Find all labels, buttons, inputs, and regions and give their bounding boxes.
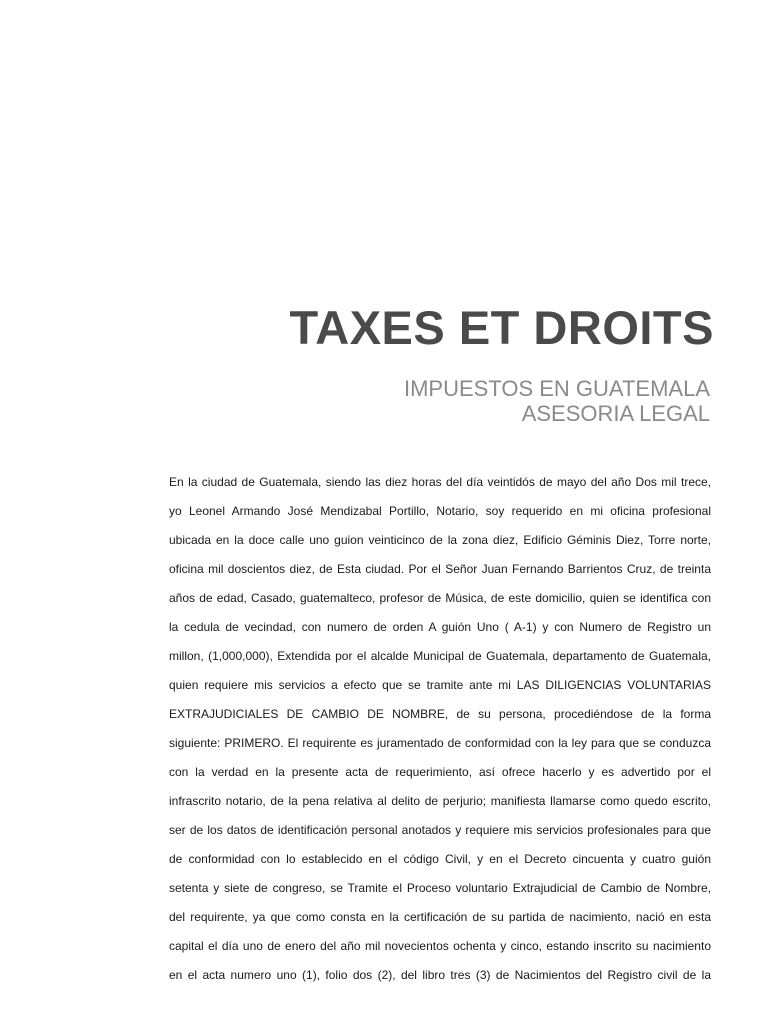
body-line: EXTRAJUDICIALES DE CAMBIO DE NOMBRE, de su persona, procediéndose de la forma — [169, 707, 711, 721]
body-line: con la verdad en la presente acta de requerimiento, así ofrece hacerlo y es advertido por el — [169, 765, 711, 779]
body-line: quien requiere mis servicios a efecto que se tramite ante mi LAS DILIGENCIAS VOLUNTARIAS — [169, 678, 711, 692]
body-line: yo Leonel Armando José Mendizabal Portillo, Notario, soy requerido en mi oficina profesional — [169, 504, 711, 518]
body-line: años de edad, Casado, guatemalteco, profesor de Música, de este domicilio, quien se identifica con — [169, 591, 711, 605]
body-line: infrascrito notario, de la pena relativa al delito de perjurio; manifiesta llamarse como quedo escrito, — [169, 794, 711, 808]
body-line: setenta y siete de congreso, se Tramite el Proceso voluntario Extrajudicial de Cambio de Nombre, — [169, 881, 711, 895]
body-line: de conformidad con lo establecido en el código Civil, y en el Decreto cincuenta y cuatro guión — [169, 852, 711, 866]
subtitle-line-1: IMPUESTOS EN GUATEMALA — [403, 376, 710, 401]
body-line: millon, (1,000,000), Extendida por el alcalde Municipal de Guatemala, departamento de Guatemala, — [169, 649, 711, 663]
body-line: siguiente: PRIMERO. El requirente es juramentado de conformidad con la ley para que se conduzca — [169, 736, 711, 750]
body-line: la cedula de vecindad, con numero de orden A guión Uno ( A-1) y con Numero de Registro un — [169, 620, 711, 634]
body-line: capital el día uno de enero del año mil novecientos ochenta y cinco, estando inscrito su nacimiento — [169, 939, 711, 953]
body-line: en el acta numero uno (1), folio dos (2), del libro tres (3) de Nacimientos del Registro civil de la — [169, 968, 711, 982]
body-line: oficina mil doscientos diez, de Esta ciudad. Por el Señor Juan Fernando Barrientos Cruz, de treinta — [169, 562, 711, 576]
body-paragraph — [169, 468, 711, 990]
subtitle-line-2: ASESORIA LEGAL — [521, 401, 710, 426]
body-line: ubicada en la doce calle uno guion veinticinco de la zona diez, Edificio Géminis Diez, Torre norte, — [169, 533, 711, 547]
document-title: TAXES ET DROITS — [289, 301, 714, 354]
body-line: del requirente, ya que como consta en la certificación de su partida de nacimiento, nació en esta — [169, 910, 711, 924]
body-line: ser de los datos de identificación personal anotados y requiere mis servicios profesionales para que — [169, 823, 711, 837]
document-subtitle — [404, 376, 710, 426]
body-line: En la ciudad de Guatemala, siendo las diez horas del día veintidós de mayo del año Dos mil trece, — [169, 475, 711, 489]
